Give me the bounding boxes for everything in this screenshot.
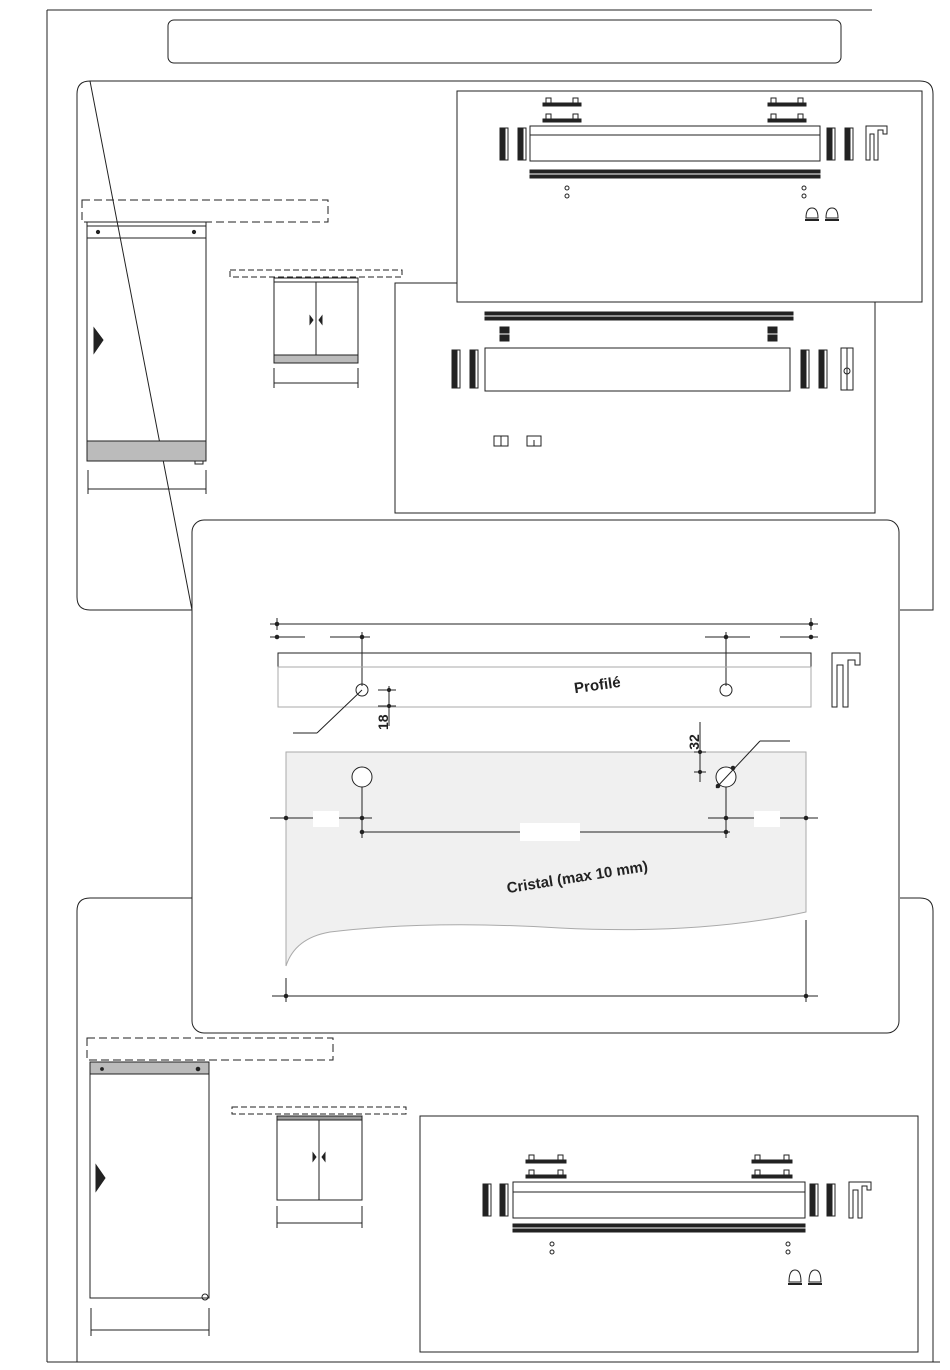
top-clamp-right — [752, 1155, 792, 1178]
tall-cabinet-bottom — [87, 1038, 333, 1336]
glass-hole — [352, 767, 372, 787]
seal-strip — [530, 170, 820, 173]
end-stop-icon — [789, 1270, 821, 1282]
double-door-cabinet-top — [230, 270, 402, 388]
hardware-kit-1 — [457, 91, 922, 302]
dimension-18-label: 18 — [375, 714, 391, 730]
dashed-worktop-outline — [87, 1038, 333, 1060]
hardware-kit-3 — [420, 1116, 918, 1352]
dashed-worktop-outline — [232, 1107, 406, 1114]
dashed-worktop-outline — [82, 200, 328, 222]
dimension-32-label: 32 — [686, 734, 702, 750]
profile-label: Profilé — [573, 673, 622, 698]
plinth — [87, 441, 206, 461]
seal-strip — [513, 1224, 805, 1227]
tall-cabinet-top — [82, 200, 328, 494]
dashed-worktop-outline — [230, 270, 402, 277]
door-rail — [485, 348, 790, 391]
top-clamp-left — [526, 1155, 566, 1178]
handle-arrow-icon — [96, 1165, 105, 1191]
profile-section — [849, 1182, 871, 1218]
title-box — [168, 20, 841, 63]
handle-arrow-icon — [94, 328, 103, 353]
double-door-cabinet-bottom — [232, 1107, 406, 1228]
door-rail — [513, 1182, 805, 1218]
hardware-kit-2 — [395, 283, 875, 513]
glass-label: Cristal (max 10 mm) — [505, 858, 650, 898]
